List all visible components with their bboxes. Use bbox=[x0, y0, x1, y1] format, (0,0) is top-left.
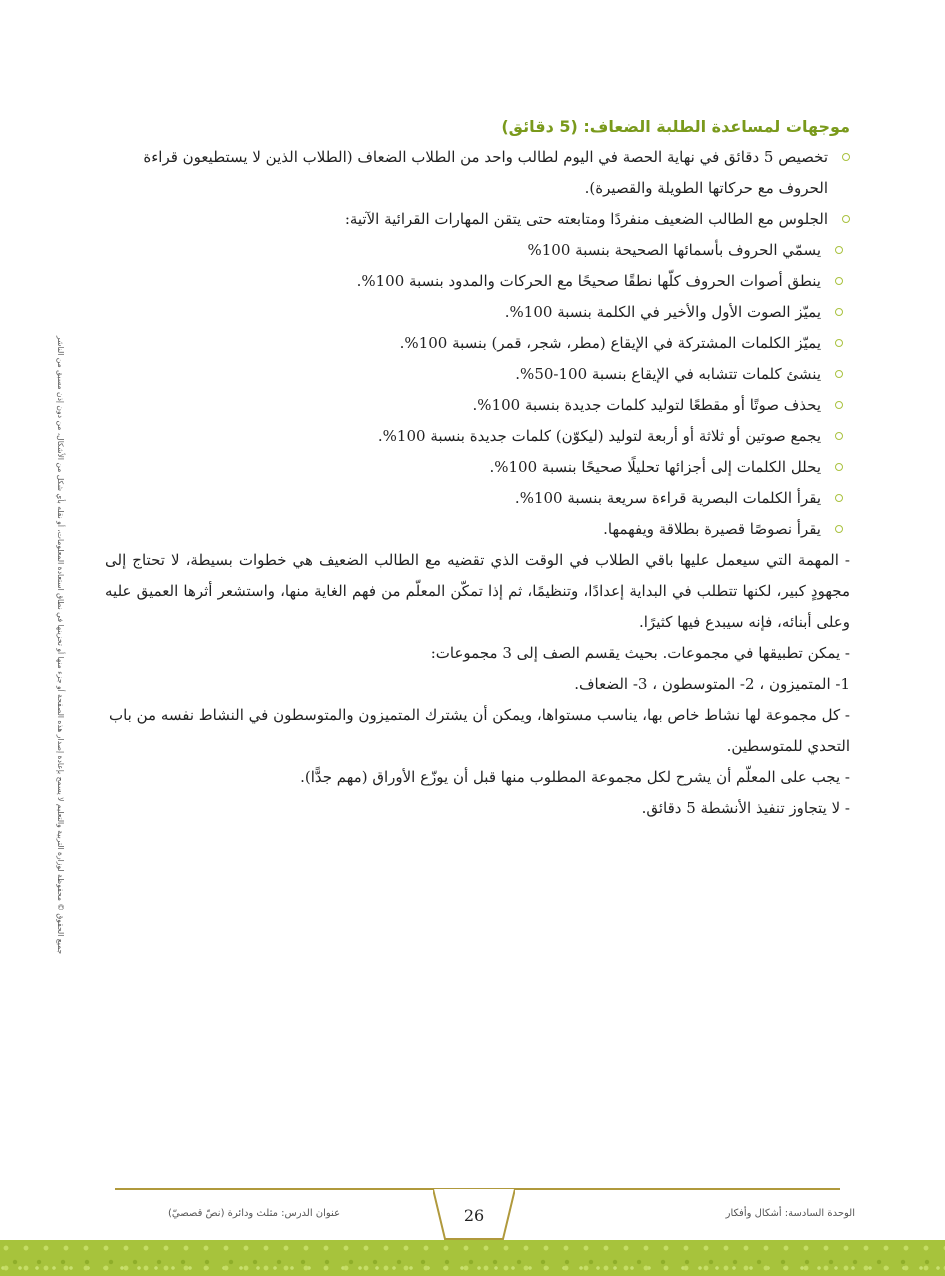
bullet-circle-icon bbox=[835, 401, 843, 409]
list-item: يسمّي الحروف بأسمائها الصحيحة بنسبة 100% bbox=[105, 235, 843, 266]
bullet-circle-icon bbox=[835, 370, 843, 378]
list-item: ينطق أصوات الحروف كلّها نطقًا صحيحًا مع الحركات والمدود بنسبة 100%. bbox=[105, 266, 843, 297]
bullet-circle-icon bbox=[835, 463, 843, 471]
time-paragraph: - لا يتجاوز تنفيذ الأنشطة 5 دقائق. bbox=[641, 799, 850, 817]
bullet-circle-icon bbox=[835, 525, 843, 533]
group-list-paragraph: 1- المتميزون ، 2- المتوسطون ، 3- الضعاف. bbox=[574, 675, 850, 693]
list-item: الجلوس مع الطالب الضعيف منفردًا ومتابعته حتى يتقن المهارات القرائية الآتية: bbox=[105, 204, 850, 235]
list-item: يقرأ الكلمات البصرية قراءة سريعة بنسبة 100%. bbox=[105, 483, 843, 514]
bullet-circle-icon bbox=[835, 277, 843, 285]
bullet-circle-icon bbox=[842, 153, 850, 161]
guidance-list bbox=[105, 142, 850, 545]
list-item: يميّز الكلمات المشتركة في الإيقاع (مطر، شجر، قمر) بنسبة 100%. bbox=[105, 328, 843, 359]
bullet-circle-icon bbox=[842, 215, 850, 223]
groups-paragraph: - يمكن تطبيقها في مجموعات. بحيث يقسم الصف إلى 3 مجموعات: bbox=[430, 644, 850, 662]
list-item: يقرأ نصوصًا قصيرة بطلاقة ويفهمها. bbox=[105, 514, 843, 545]
teacher-paragraph: - يجب على المعلّم أن يشرح لكل مجموعة المطلوب منها قبل أن يوزّع الأوراق (مهم جدًّا). bbox=[300, 768, 850, 786]
bullet-circle-icon bbox=[835, 246, 843, 254]
list-item: يجمع صوتين أو ثلاثة أو أربعة لتوليد (ليكوّن) كلمات جديدة بنسبة 100%. bbox=[105, 421, 843, 452]
section-heading: موجهات لمساعدة الطلبة الضعاف: (5 دقائق) bbox=[501, 117, 850, 136]
unit-title: الوحدة السادسة: أشكال وأفكار bbox=[725, 1208, 855, 1219]
list-item: يحلل الكلمات إلى أجزائها تحليلًا صحيحًا بنسبة 100%. bbox=[105, 452, 843, 483]
task-paragraph: - المهمة التي سيعمل عليها باقي الطلاب في الوقت الذي تقضيه مع الطالب الضعيف هي خطوات بسيطة، لا تحتاج إلى مجهودٍ كبير، لكنها تتطلب في البداية إعدادًا، وتنظيمًا، ثم إذا تمكّن المعلّم من فهم الغاية منها، واستشعر أثرها العميق عليه وعلى أبنائه، فإنه سيبدع فيها كثيرًا. bbox=[105, 551, 850, 631]
decorative-footer-band bbox=[0, 1240, 945, 1276]
bullet-circle-icon bbox=[835, 494, 843, 502]
lesson-title: عنوان الدرس: مثلث ودائرة (نصّ قصصيّ) bbox=[168, 1208, 341, 1219]
copyright-note: جميع الحقوق © محفوظة لوزارة التربية والتعليم لا يسمح بإعادة إصدار هذه الصفحة أو جزء منها أو تخزينها في نطاق استعادة المعلومات، أو نقله بأي شكل من الأشكال، من دون إذن مسبق من الناشر bbox=[56, 335, 65, 955]
page-number: 26 bbox=[463, 1206, 485, 1225]
list-item: يحذف صوتًا أو مقطعًا لتوليد كلمات جديدة بنسبة 100%. bbox=[105, 390, 843, 421]
list-item: تخصيص 5 دقائق في نهاية الحصة في اليوم لطالب واحد من الطلاب الضعاف (الطلاب الذين لا يستطيعون قراءة الحروف مع حركاتها الطويلة والقصيرة). bbox=[105, 142, 850, 204]
bullet-circle-icon bbox=[835, 432, 843, 440]
list-item: يميّز الصوت الأول والأخير في الكلمة بنسبة 100%. bbox=[105, 297, 843, 328]
bullet-circle-icon bbox=[835, 308, 843, 316]
activity-paragraph: - كل مجموعة لها نشاط خاص بها، يناسب مستواها، ويمكن أن يشترك المتميزون والمتوسطون في النشاط نفسه من باب التحدي للمتوسطين. bbox=[108, 706, 850, 755]
bullet-circle-icon bbox=[835, 339, 843, 347]
page-content bbox=[105, 112, 850, 824]
list-item: ينشئ كلمات تتشابه في الإيقاع بنسبة 100-50%. bbox=[105, 359, 843, 390]
